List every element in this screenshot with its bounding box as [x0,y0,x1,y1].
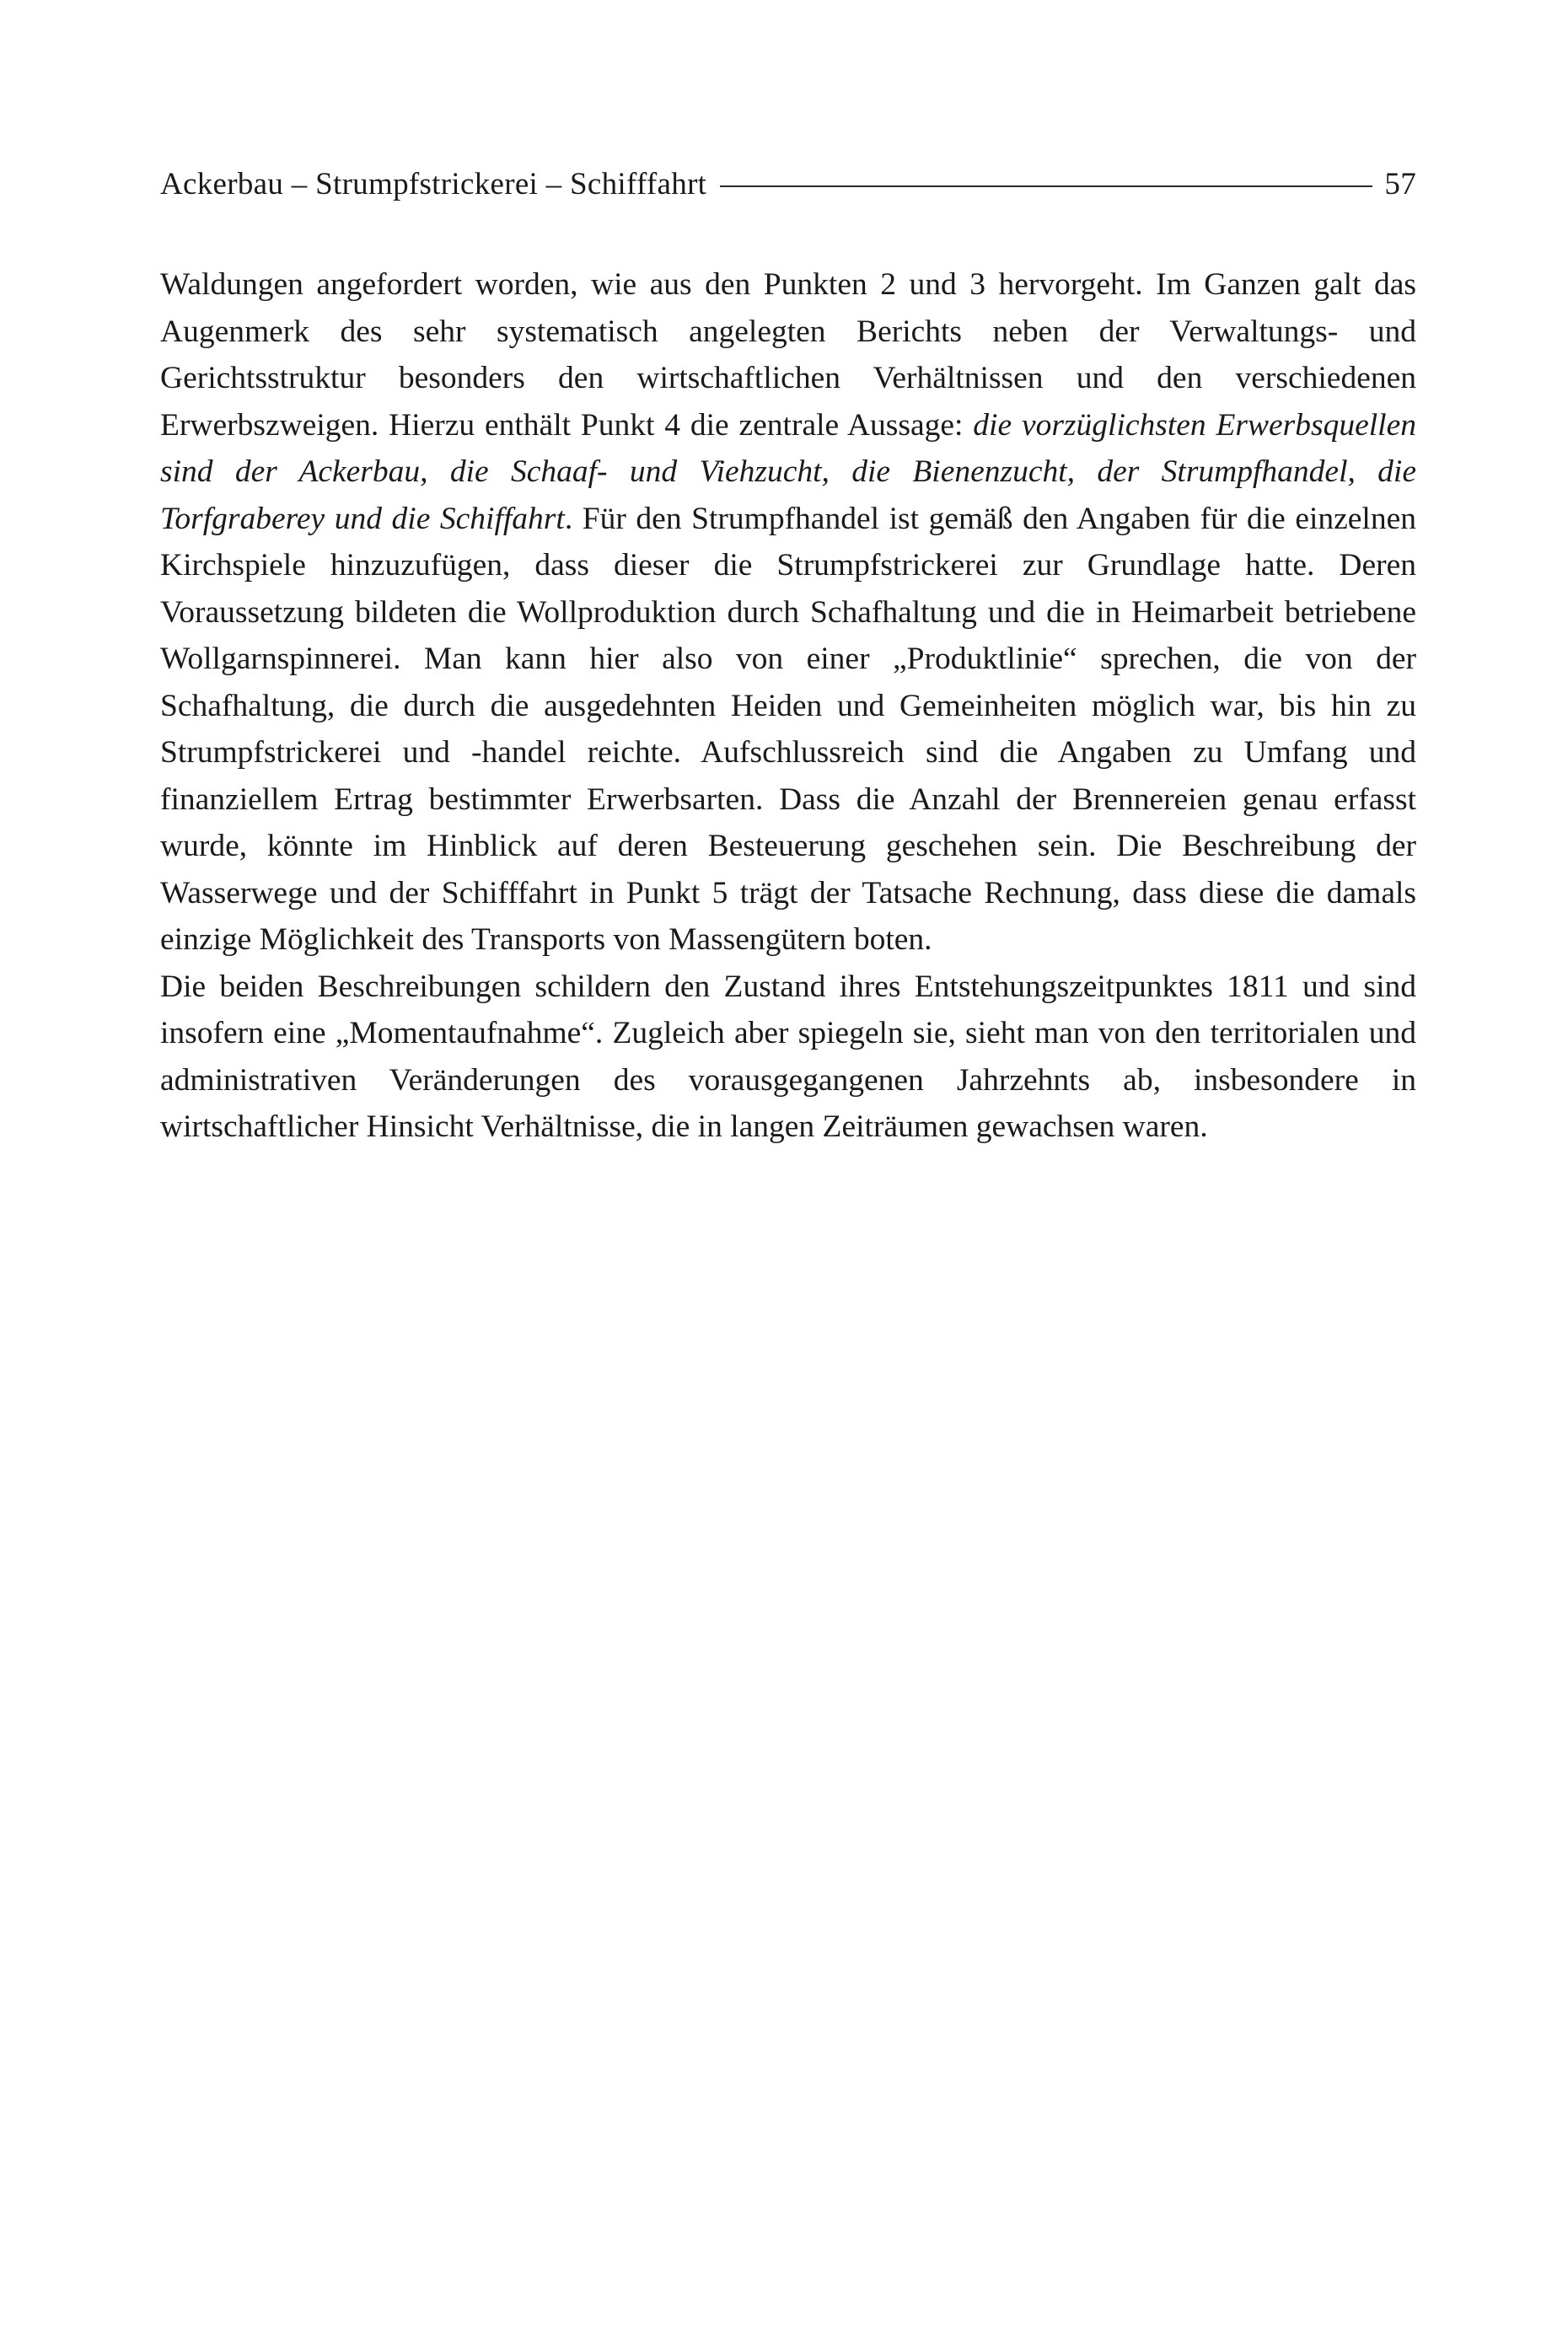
page-number: 57 [1384,166,1416,201]
body-text [160,261,1416,1151]
header-rule [720,185,1372,187]
paragraph-1-text-after-quote: . Für den Strumpfhandel ist gemäß den Angaben für die einzelnen Kirchspiele hinzuzufügen, dass dieser die Strumpfstrickerei zur Grundlage hatte. Deren Voraussetzung bildeten die Wollproduktion durch Schafhaltung und die in Heimarbeit betriebene Wollgarnspinnerei. Man kann hier also von einer „Produktlinie“ sprechen, die von der Schafhaltung, die durch die ausgedehnten Heiden und Gemeinheiten möglich war, bis hin zu Strumpfstrickerei und -handel reichte. Aufschlussreich sind die Angaben zu Umfang und finanziellem Ertrag bestimmter Erwerbsarten. Dass die Anzahl der Brennereien genau erfasst wurde, könnte im Hinblick auf deren Besteuerung geschehen sein. Die Beschreibung der Wasserwege und der Schifffahrt in Punkt 5 trägt der Tatsache Rechnung, dass diese die damals einzige Möglichkeit des Transports von Massengütern boten. [160,501,1416,957]
paragraph-1-text-before-quote: Waldungen angefordert worden, wie aus den Punkten 2 und 3 hervorgeht. Im Ganzen galt das Augenmerk des sehr systematisch angelegten Berichts neben der Verwaltungs- und Gerichtsstruktur besonders den wirtschaftlichen Verhältnissen und den verschiedenen Erwerbszweigen. Hierzu enthält Punkt 4 die zentrale Aussage: [160,267,1416,443]
paragraph-2: Die beiden Beschreibungen schildern den Zustand ihres Entstehungszeitpunktes 1811 und sind insofern eine „Momentaufnahme“. Zugleich aber spiegeln sie, sieht man von den territorialen und administrativen Veränderungen des vorausgegangenen Jahrzehnts ab, insbesondere in wirtschaftlicher Hinsicht Verhältnisse, die in langen Zeiträumen gewachsen waren. [160,969,1416,1144]
paragraph-1 [160,261,1416,964]
running-header [160,160,1416,207]
running-header-title: Ackerbau – Strumpfstrickerei – Schifffahrt [160,166,707,201]
paragraph-1-italic-quote: die vorzüglichsten Erwerbsquellen sind der Ackerbau, die Schaaf- und Viehzucht, die Bienenzucht, der Strumpfhandel, die Torfgraberey und die Schiffahrt [160,407,1416,536]
